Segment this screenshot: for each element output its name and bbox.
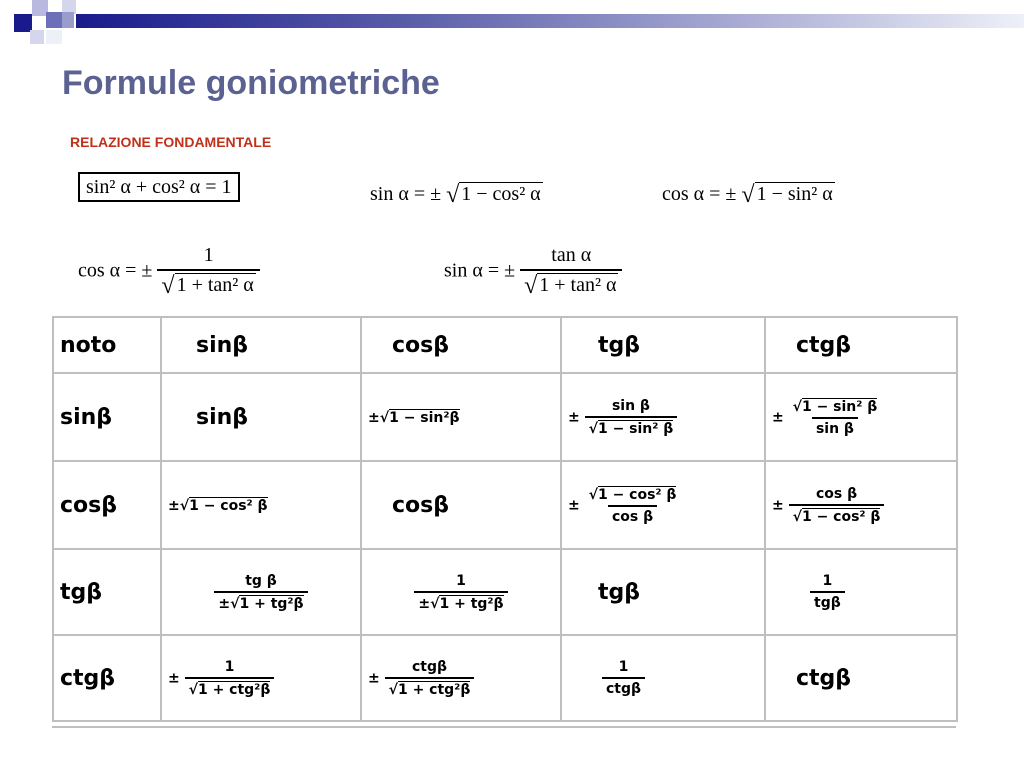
row-label: tgβ	[53, 549, 161, 635]
conversion-table	[52, 316, 958, 722]
slide-subtitle: RELAZIONE FONDAMENTALE	[70, 134, 272, 150]
table-cell	[361, 635, 561, 721]
table-cell: cosβ	[361, 461, 561, 549]
fraction-numerator	[585, 486, 681, 505]
fraction	[214, 573, 307, 612]
radical-symbol: √	[230, 595, 240, 612]
fraction	[602, 659, 645, 697]
table-cell	[161, 635, 361, 721]
table-cell	[765, 461, 957, 549]
fraction	[789, 486, 885, 525]
formula-cos-from-sin	[662, 182, 835, 209]
fraction	[385, 659, 475, 698]
fraction-numerator: 1	[203, 244, 214, 266]
radicand: 1 − cos² β	[801, 508, 881, 525]
decor-square	[46, 12, 62, 28]
table-cell	[361, 549, 561, 635]
radicand: 1 − sin² β	[801, 398, 878, 415]
fraction-numerator: tan α	[551, 244, 592, 266]
fraction-denominator: tgβ	[810, 591, 845, 611]
fraction-numerator: ctgβ	[411, 658, 447, 675]
slide-title: Formule goniometriche	[62, 64, 440, 102]
formula-fundamental	[78, 176, 240, 199]
fraction	[585, 486, 681, 525]
radical-symbol: √	[792, 508, 802, 525]
fraction-denominator	[157, 269, 259, 300]
formula-lhs: cos α = ±	[78, 259, 158, 282]
radical-symbol: √	[446, 182, 460, 208]
radical-symbol: √	[379, 409, 390, 426]
formula-lhs: sin α = ±	[444, 259, 521, 282]
table-row	[53, 461, 957, 549]
table-cell	[561, 635, 765, 721]
table-cell	[161, 549, 361, 635]
radicand: 1 + tg²β	[239, 595, 304, 612]
fraction-numerator: tg β	[245, 572, 277, 589]
fraction-denominator	[520, 269, 622, 300]
plus-minus: ±	[168, 670, 180, 686]
plus-minus: ±	[772, 497, 784, 513]
fraction	[157, 244, 259, 300]
radicand: 1 + ctg²β	[397, 681, 471, 698]
table-header-cell: sinβ	[161, 317, 361, 373]
fraction-denominator	[214, 591, 307, 612]
fraction-denominator	[414, 591, 507, 612]
plus-minus: ±	[218, 595, 231, 612]
table-header-cell: cosβ	[361, 317, 561, 373]
formula-fundamental-text: sin² α + cos² α = 1	[78, 172, 240, 202]
fraction-numerator: 1	[822, 573, 833, 589]
row-label: sinβ	[53, 373, 161, 461]
radicand: 1 − sin²β	[389, 409, 460, 426]
plus-minus: ±	[368, 670, 380, 686]
radical-symbol: √	[741, 182, 755, 208]
plus-minus: ±	[568, 497, 580, 513]
decor-square	[46, 30, 62, 44]
fraction	[789, 398, 882, 437]
formula-radicand: 1 + tan² α	[176, 274, 254, 296]
decor-square	[30, 30, 44, 44]
table-row	[53, 549, 957, 635]
fraction-denominator: sin β	[812, 417, 858, 437]
formula-lhs: sin α = ±	[370, 183, 447, 205]
radicand: 1 − sin² β	[597, 420, 674, 437]
formula-radicand: 1 + tan² α	[539, 274, 617, 296]
fraction-numerator: sin β	[611, 397, 650, 414]
fraction	[185, 659, 275, 698]
table-cell	[765, 373, 957, 461]
formula-radicand: 1 − cos² α	[461, 183, 541, 205]
table-cell	[561, 461, 765, 549]
radical-symbol: √	[588, 420, 598, 437]
table-header-row	[53, 317, 957, 373]
fraction	[810, 573, 845, 611]
row-label: cosβ	[53, 461, 161, 549]
formula-cos-from-tan	[78, 244, 260, 300]
fraction-denominator	[385, 677, 475, 698]
table-cell: sinβ	[161, 373, 361, 461]
table-cell: tgβ	[561, 549, 765, 635]
fraction-denominator: cos β	[608, 505, 657, 525]
fraction	[585, 398, 678, 437]
plus-minus: ±	[368, 409, 380, 426]
table-row	[53, 635, 957, 721]
fraction-denominator	[789, 504, 885, 525]
table-cell	[361, 373, 561, 461]
radical-symbol: √	[792, 398, 802, 415]
formula-sin-from-tan	[444, 244, 622, 300]
fraction-numerator: 1	[224, 658, 235, 675]
fraction	[520, 244, 622, 300]
radicand: 1 − cos² β	[189, 497, 268, 514]
radical-symbol: √	[161, 273, 175, 299]
fraction-denominator	[585, 416, 678, 437]
plus-minus: ±	[772, 409, 784, 425]
table-cell	[765, 549, 957, 635]
formula-lhs: cos α = ±	[662, 183, 742, 205]
table-cell	[161, 461, 361, 549]
plus-minus: ±	[568, 409, 580, 425]
formula-radicand: 1 − sin² α	[756, 183, 833, 205]
header-gradient-bar	[76, 14, 1024, 28]
formula-sin-from-cos	[370, 182, 543, 209]
table-header-cell: noto	[53, 317, 161, 373]
radical-symbol: √	[524, 273, 538, 299]
fraction-numerator: cos β	[815, 485, 858, 502]
radicand: 1 − cos² β	[597, 486, 677, 503]
radical-symbol: √	[179, 497, 190, 514]
table-cell: ctgβ	[765, 635, 957, 721]
radical-symbol: √	[188, 681, 198, 698]
radical-symbol: √	[388, 681, 398, 698]
fraction-numerator: 1	[618, 659, 629, 675]
fraction-denominator	[185, 677, 275, 698]
fraction	[414, 573, 507, 612]
radicand: 1 + tg²β	[439, 595, 504, 612]
radical-symbol: √	[588, 486, 598, 503]
radical-symbol: √	[430, 595, 440, 612]
fraction-denominator: ctgβ	[602, 677, 645, 697]
table-header-cell: ctgβ	[765, 317, 957, 373]
radicand: 1 + ctg²β	[197, 681, 271, 698]
fraction-numerator: 1	[456, 572, 466, 589]
table-row	[53, 373, 957, 461]
decor-square	[62, 12, 74, 28]
table-bottom-border	[52, 726, 956, 728]
plus-minus: ±	[418, 595, 431, 612]
fraction-numerator	[789, 398, 882, 417]
row-label: ctgβ	[53, 635, 161, 721]
table-header-cell: tgβ	[561, 317, 765, 373]
plus-minus: ±	[168, 497, 180, 514]
table-cell	[561, 373, 765, 461]
